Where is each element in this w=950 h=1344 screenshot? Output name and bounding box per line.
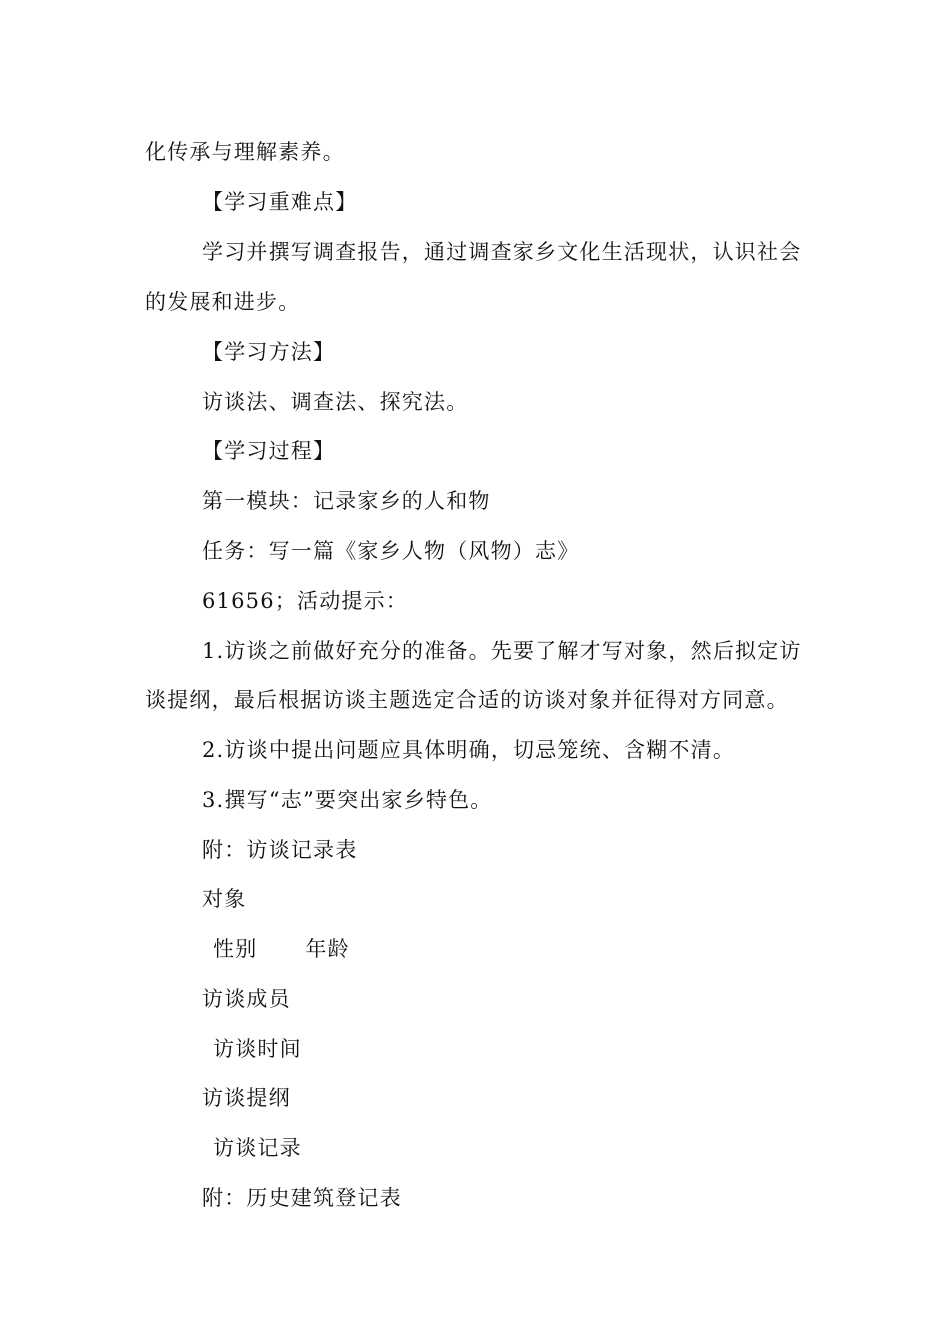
text-line: 附：访谈记录表	[202, 838, 358, 862]
form-members-label: 访谈成员	[202, 987, 291, 1011]
form-gender-label: 性别	[213, 937, 258, 961]
form-gender-age-row	[213, 935, 350, 963]
form-time-label: 访谈时间	[213, 1037, 302, 1061]
section-heading: 【学习方法】	[202, 340, 336, 364]
text-line: 3.撰写“志”要突出家乡特色。	[202, 788, 493, 812]
text-line: 访谈法、调查法、探究法。	[202, 390, 469, 414]
text-line: 化传承与理解素养。	[145, 140, 345, 164]
text-line: 2.访谈中提出问题应具体明确，切忌笼统、含糊不清。	[202, 738, 736, 762]
text-line: 的发展和进步。	[145, 290, 301, 314]
section-heading: 【学习重难点】	[202, 190, 358, 214]
text-line: 61656；活动提示：	[202, 589, 409, 613]
text-line: 第一模块：记录家乡的人和物	[202, 489, 491, 513]
text-line: 任务：写一篇《家乡人物（风物）志》	[202, 539, 580, 563]
section-heading: 【学习过程】	[202, 439, 336, 463]
text-line: 谈提纲，最后根据访谈主题选定合适的访谈对象并征得对方同意。	[145, 688, 789, 712]
text-line: 1.访谈之前做好充分的准备。先要了解才写对象，然后拟定访	[202, 639, 802, 663]
form-subject-label: 对象	[202, 887, 247, 911]
text-line: 附：历史建筑登记表	[202, 1186, 402, 1210]
form-age-label: 年龄	[305, 937, 350, 961]
text-line: 学习并撰写调查报告，通过调查家乡文化生活现状，认识社会	[202, 240, 802, 264]
form-record-label: 访谈记录	[213, 1136, 302, 1160]
form-outline-label: 访谈提纲	[202, 1086, 291, 1110]
